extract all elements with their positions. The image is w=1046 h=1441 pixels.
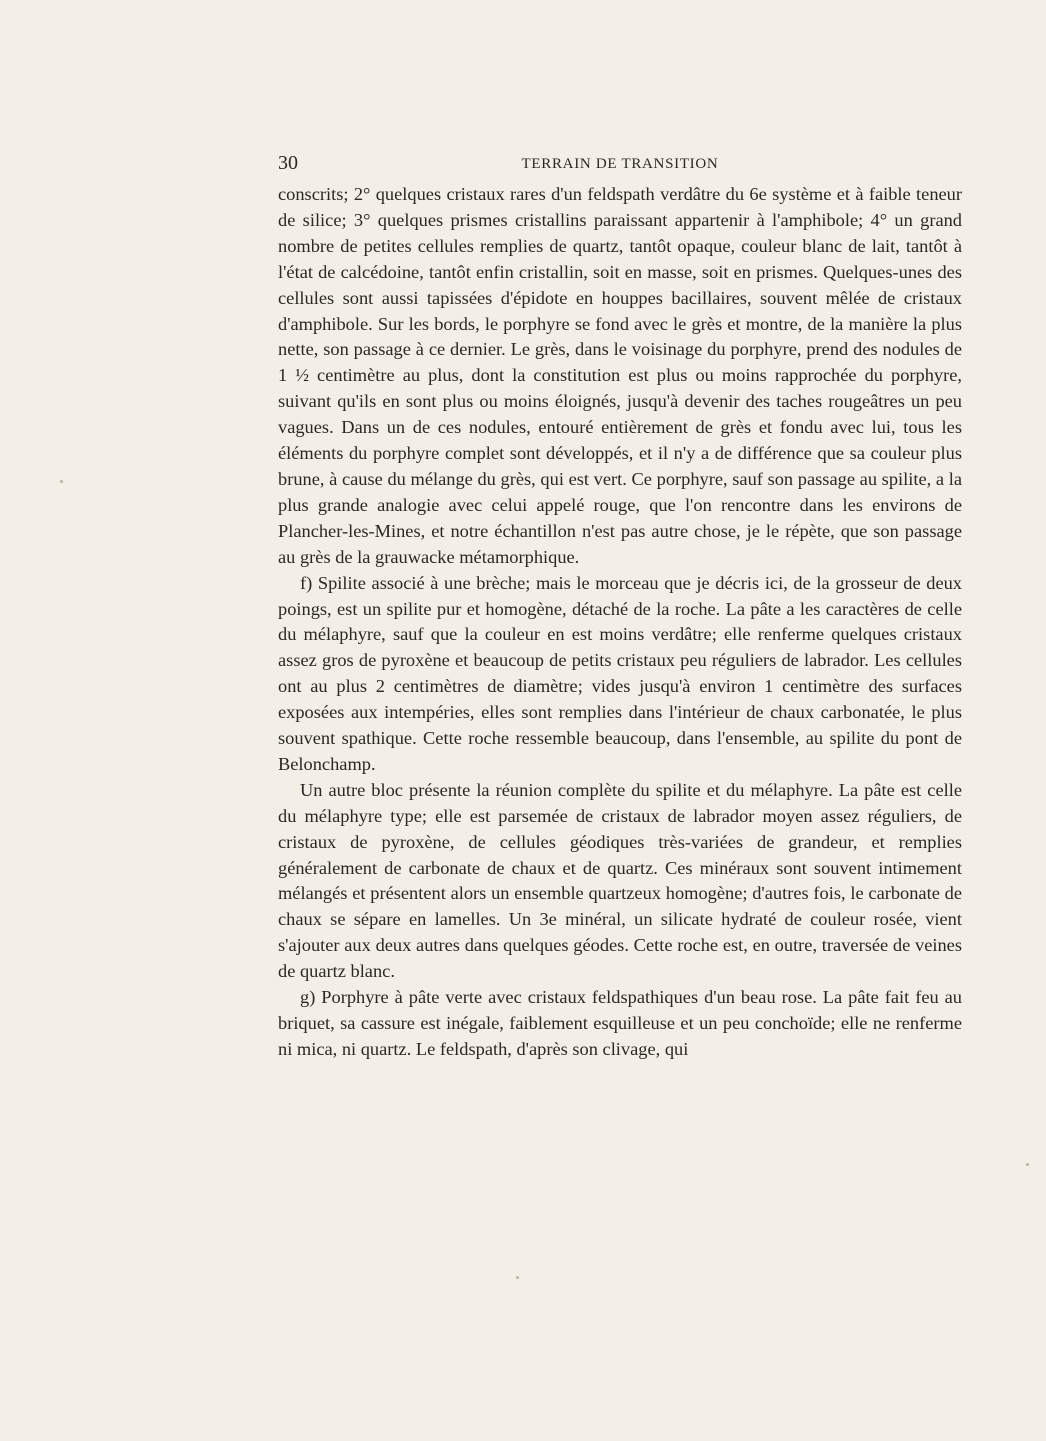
page-number: 30 (278, 152, 298, 174)
paragraph: f) Spilite associé à une brèche; mais le morceau que je décris ici, de la grosseur de deux poings, est un spilite pur et homogène, détaché de la roche. La pâte a les caractères de celle du mélaphyre, sauf que la couleur en est moins verdâtre; elle renferme quelques cristaux assez gros de pyroxène et beaucoup de petits cristaux peu réguliers de labrador. Les cellules ont au plus 2 centimètres de diamètre; vides jusqu'à environ 1 centimètre des surfaces exposées aux intempéries, elles sont remplies dans l'intérieur de chaux carbonatée, le plus souvent spathique. Cette roche ressemble beaucoup, dans l'ensemble, au spilite du pont de Belonchamp. (278, 572, 962, 774)
paragraph: g) Porphyre à pâte verte avec cristaux feldspathiques d'un beau rose. La pâte fait feu au briquet, sa cassure est inégale, faiblement esquilleuse et un peu conchoïde; elle ne renferme ni mica, ni quartz. Le feldspath, d'après son clivage, qui (278, 987, 962, 1059)
running-head (278, 150, 962, 176)
paragraph: Un autre bloc présente la réunion complète du spilite et du mélaphyre. La pâte est celle du mélaphyre type; elle est parsemée de cristaux de labrador moyen assez réguliers, de cristaux de pyroxène, de cellules géodiques très-variées de grandeur, et remplies généralement de carbonate de chaux et de quartz. Ces minéraux sont souvent intimement mélangés et présentent alors un ensemble quartzeux homogène; d'autres fois, le carbonate de chaux se sépare en lamelles. Un 3e minéral, un silicate hydraté de couleur rosée, vient s'ajouter aux deux autres dans quelques géodes. Cette roche est, en outre, traversée de veines de quartz blanc. (278, 779, 962, 982)
paragraph: conscrits; 2° quelques cristaux rares d'un feldspath verdâtre du 6e système et à faible teneur de silice; 3° quelques prismes cristallins paraissant appartenir à l'amphibole; 4° un grand nombre de petites cellules remplies de quartz, tantôt opaque, couleur blanc de lait, tantôt à l'état de calcédoine, tantôt enfin cristallin, soit en masse, soit en prismes. Quelques-unes des cellules sont aussi tapissées d'épidote en houppes bacillaires, souvent mêlée de cristaux d'amphibole. Sur les bords, le porphyre se fond avec le grès et montre, de la manière la plus nette, son passage à ce dernier. Le grès, dans le voisinage du porphyre, prend des nodules de 1 ½ centimètre au plus, dont la constitution est plus ou moins rapprochée du porphyre, suivant qu'ils en sont plus ou moins éloignés, jusqu'à devenir des taches rougeâtres un peu vagues. Dans un de ces nodules, entouré entièrement de grès et fondu avec lui, tous les éléments du porphyre complet sont développés, et il n'y a de différence que sa couleur plus brune, à cause du mélange du grès, qui est vert. Ce porphyre, sauf son passage au spilite, a la plus grande analogie avec celui appelé rouge, que l'on rencontre dans les environs de Plancher-les-Mines, et notre échantillon n'est pas autre chose, je le répète, que son passage au grès de la grauwacke métamorphique. (278, 184, 962, 567)
page-body (278, 150, 962, 1063)
paper-speck (1026, 1163, 1029, 1166)
running-title: TERRAIN DE TRANSITION (521, 156, 719, 172)
body-text (278, 182, 962, 1063)
paper-speck (60, 480, 63, 483)
paper-speck (516, 1276, 519, 1279)
